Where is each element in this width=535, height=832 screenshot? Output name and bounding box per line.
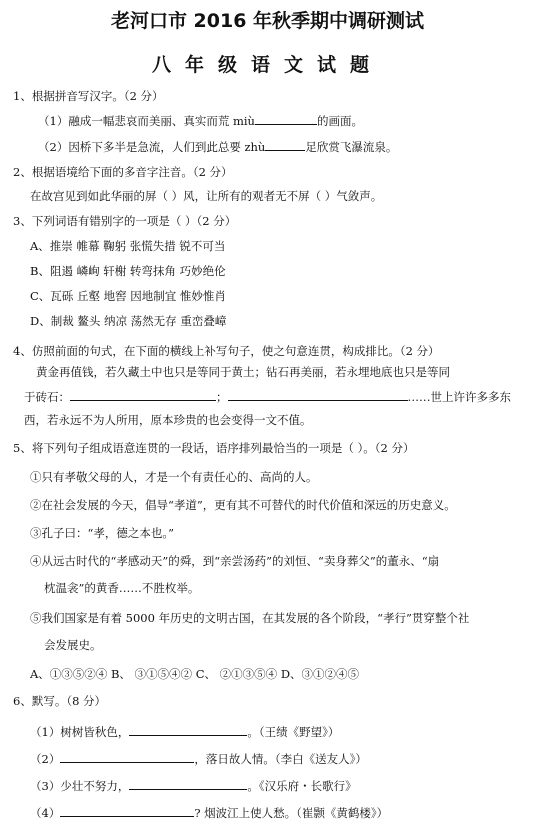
q5-sentence-3: ③孔子曰：“孝，德之本也。” bbox=[30, 526, 175, 540]
q1-item-1 bbox=[38, 112, 363, 129]
q3-option-a: A、推崇 帷幕 鞠躬 张慌失措 锐不可当 bbox=[30, 239, 226, 253]
q6-item-4-text: （4） bbox=[30, 806, 61, 820]
answer-blank[interactable] bbox=[129, 723, 247, 736]
q5-sentence-1: ①只有孝敬父母的人，才是一个有责任心的、高尚的人。 bbox=[30, 470, 318, 484]
q4-line-2-mid: ； bbox=[216, 390, 228, 404]
q1-item-2 bbox=[38, 138, 397, 155]
q4-line-2-start: 于砖石： bbox=[24, 390, 70, 404]
q5-sentence-2: ②在社会发展的今天，倡导“孝道”，更有其不可替代的时代价值和深远的历史意义。 bbox=[30, 498, 456, 512]
answer-blank[interactable] bbox=[129, 777, 247, 790]
q6-item-1 bbox=[30, 723, 339, 740]
q6-item-3-source: 。《汉乐府・长歌行》 bbox=[247, 779, 357, 793]
q3-stem: 3、下列词语有错别字的一项是（ ）（2 分） bbox=[13, 214, 237, 228]
answer-blank-2[interactable] bbox=[228, 388, 408, 401]
q6-item-3 bbox=[30, 777, 357, 794]
q2-line: 在故宫见到如此华丽的屏（ ）风，让所有的观者无不屏（ ）气敛声。 bbox=[30, 189, 383, 203]
exam-title: 老河口市 2016 年秋季期中调研测试 bbox=[110, 10, 425, 32]
q6-stem: 6、默写。（8 分） bbox=[13, 694, 107, 708]
q6-item-1-text: （1）树树皆秋色， bbox=[30, 725, 130, 739]
q5-sentence-5a: ⑤我们国家是有着 5000 年历史的文明古国，在其发展的各个阶段，“孝行”贯穿整个社 bbox=[30, 611, 470, 625]
exam-subtitle: 八年级语文试题 bbox=[151, 54, 383, 76]
q5-choices: A、①③⑤②④ B、 ③①⑤④② C、 ②①③⑤④ D、③①②④⑤ bbox=[30, 667, 360, 681]
q1-item-1-end: 的画面。 bbox=[316, 114, 363, 128]
q6-item-2-text: （2） bbox=[30, 752, 61, 766]
q5-stem: 5、将下列句子组成语意连贯的一段话，语序排列最恰当的一项是（ ）。（2 分） bbox=[13, 441, 415, 455]
answer-blank[interactable] bbox=[265, 138, 305, 151]
q2-stem: 2、根据语境给下面的多音字注音。（2 分） bbox=[13, 165, 233, 179]
q1-item-2-text: （2）因桥下多半是急流，人们到此总要 zhù bbox=[38, 140, 266, 154]
q4-line-1: 黄金再值钱，若久藏土中也只是等同于黄土；钻石再美丽，若永埋地底也只是等同 bbox=[36, 365, 450, 379]
q3-option-d: D、制裁 鳌头 纳凉 荡然无存 重峦叠嶂 bbox=[30, 314, 227, 328]
q4-stem: 4、仿照前面的句式，在下面的横线上补写句子，使之句意连贯，构成排比。（2 分） bbox=[13, 344, 440, 358]
answer-blank[interactable] bbox=[60, 804, 194, 817]
q6-item-2-source: ，落日故人情。（李白《送友人》） bbox=[194, 752, 367, 766]
answer-blank-1[interactable] bbox=[70, 388, 216, 401]
q4-line-3: 西，若永远不为人所用，原本珍贵的也会变得一文不值。 bbox=[24, 413, 312, 427]
q6-item-2 bbox=[30, 750, 367, 767]
answer-blank[interactable] bbox=[60, 750, 194, 763]
q5-sentence-4b: 枕温衾”的黄香……不胜枚举。 bbox=[44, 581, 200, 595]
q3-option-b: B、阻遏 嶙峋 轩榭 转弯抹角 巧妙绝伦 bbox=[30, 264, 226, 278]
q4-line-2-end: ……世上许许多多东 bbox=[407, 390, 511, 404]
q1-stem: 1、根据拼音写汉字。（2 分） bbox=[13, 89, 164, 103]
q1-item-2-end: 足欣赏飞瀑流泉。 bbox=[305, 140, 398, 154]
q6-item-4 bbox=[30, 804, 388, 821]
answer-blank[interactable] bbox=[255, 112, 317, 125]
q6-item-1-source: 。（王绩《野望》） bbox=[247, 725, 340, 739]
q6-item-4-source: ? 烟波江上使人愁。（崔颢《黄鹤楼》） bbox=[194, 806, 389, 820]
q3-option-c: C、瓦砾 丘壑 地窖 因地制宜 惟妙惟肖 bbox=[30, 289, 226, 303]
q5-sentence-5b: 会发展史。 bbox=[44, 638, 102, 652]
q4-line-2 bbox=[24, 388, 511, 405]
q6-item-3-text: （3）少壮不努力， bbox=[30, 779, 130, 793]
q1-item-1-text: （1）融成一幅悲哀而美丽、真实而荒 miù bbox=[38, 114, 255, 128]
q5-sentence-4a: ④从远古时代的“孝感动天”的舜，到“亲尝汤药”的刘恒、“卖身葬父”的董永、“扇 bbox=[30, 554, 440, 568]
